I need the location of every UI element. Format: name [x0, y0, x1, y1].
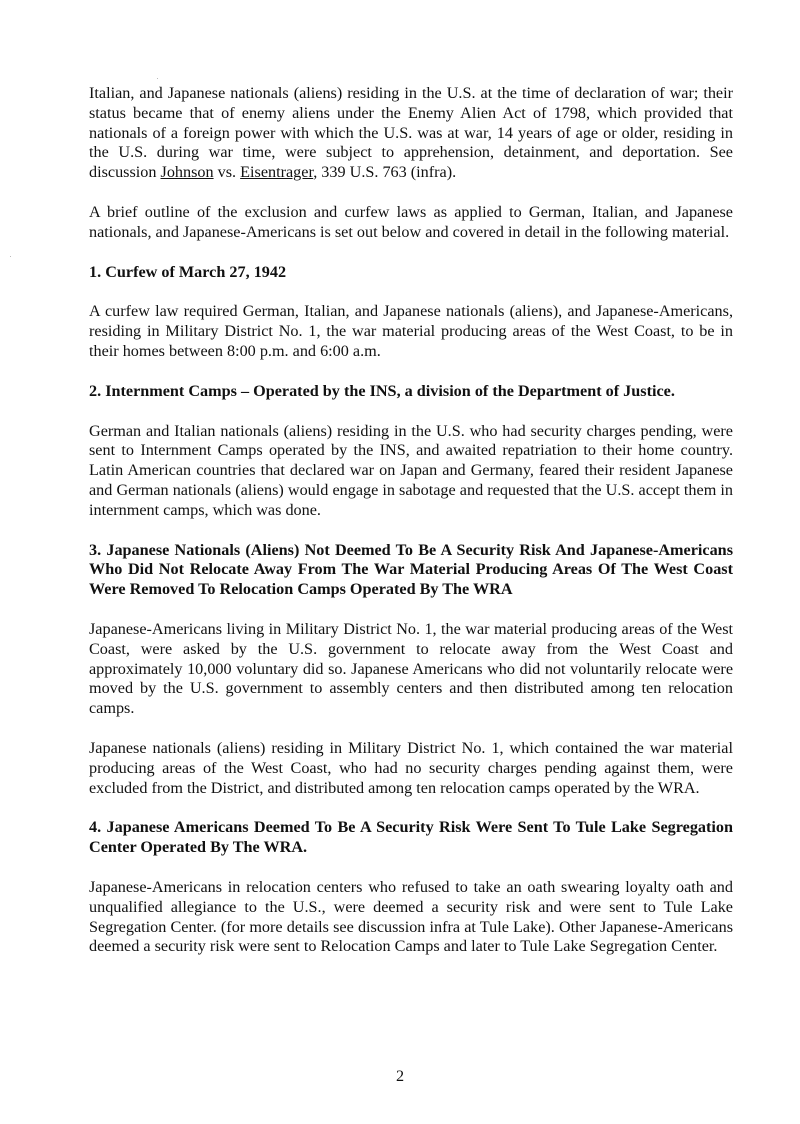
case-versus: vs.: [213, 163, 241, 182]
section-heading-internment-camps: 2. Internment Camps – Operated by the INS, a division of the Department of Justice.: [89, 381, 675, 400]
intro-text-start: Italian, and Japanese nationals (aliens) residing in the U.S. at the time of declaration of war; their status became that of enemy aliens under the Enemy Alien Act of 1798, which provided that nationals of a foreign power with which the U.S. was at war, 14 years of age or older, residing in the U.S. during war time, were subject to apprehension, detainment, and deportation. See discussion: [89, 84, 733, 182]
section-paragraph-internment-camps: German and Italian nationals (aliens) residing in the U.S. who had security charges pending, were sent to Internment Camps operated by the INS, and awaited repatriation to their home country. Latin American countries that declared war on Japan and Germany, feared their resident Japanese and German nationals (aliens) would engage in sabotage and requested that the U.S. accept them in internment camps, which was done.: [89, 421, 733, 519]
intro-text-end: , 339 U.S. 763 (infra).: [313, 163, 457, 182]
section-paragraph-tule-lake: Japanese-Americans in relocation centers who refused to take an oath swearing loyalty oath and unqualified allegiance to the U.S., were deemed a security risk and were sent to Tule Lake Segregation Center. (for more details see discussion infra at Tule Lake). Other Japanese-Americans deemed a security risk were sent to Relocation Camps and later to Tule Lake Segregation Center.: [89, 877, 733, 956]
document-page: [89, 84, 733, 957]
scan-speck: [10, 256, 11, 257]
page-number: 2: [395, 1067, 405, 1085]
scan-speck: [157, 78, 158, 79]
section-paragraph-curfew: A curfew law required German, Italian, and Japanese nationals (aliens), and Japanese-Americans, residing in Military District No. 1, the war material producing areas of the West Coast, to be in their homes between 8:00 p.m. and 6:00 a.m.: [89, 302, 733, 360]
section-paragraph-relocation-nationals: Japanese nationals (aliens) residing in Military District No. 1, which contained the war material producing areas of the West Coast, who had no security charges pending against them, were excluded from the District, and distributed among ten relocation camps operated by the WRA.: [89, 738, 733, 797]
case-name-eisentrager: Eisentrager: [240, 163, 314, 182]
section-heading-tule-lake: 4. Japanese Americans Deemed To Be A Security Risk Were Sent To Tule Lake Segregation Center Operated By The WRA.: [89, 818, 733, 857]
section-heading-curfew: 1. Curfew of March 27, 1942: [89, 262, 287, 281]
outline-paragraph: A brief outline of the exclusion and curfew laws as applied to German, Italian, and Japanese nationals, and Japanese-Americans is set out below and covered in detail in the following material.: [89, 202, 733, 241]
section-heading-relocation-camps: 3. Japanese Nationals (Aliens) Not Deemed To Be A Security Risk And Japanese-Americans Who Did Not Relocate Away From The War Material Producing Areas Of The West Coast Were Removed To Relocation Camps Operated By The WRA: [89, 540, 733, 599]
case-name-johnson: Johnson: [160, 163, 214, 182]
intro-paragraph: [89, 84, 733, 183]
section-paragraph-relocation-americans: Japanese-Americans living in Military District No. 1, the war material producing areas of the West Coast, were asked by the U.S. government to relocate away from the West Coast and approximately 10,000 voluntary did so. Japanese Americans who did not voluntarily relocate were moved by the U.S. government to assembly centers and then distributed among ten relocation camps.: [89, 619, 733, 718]
